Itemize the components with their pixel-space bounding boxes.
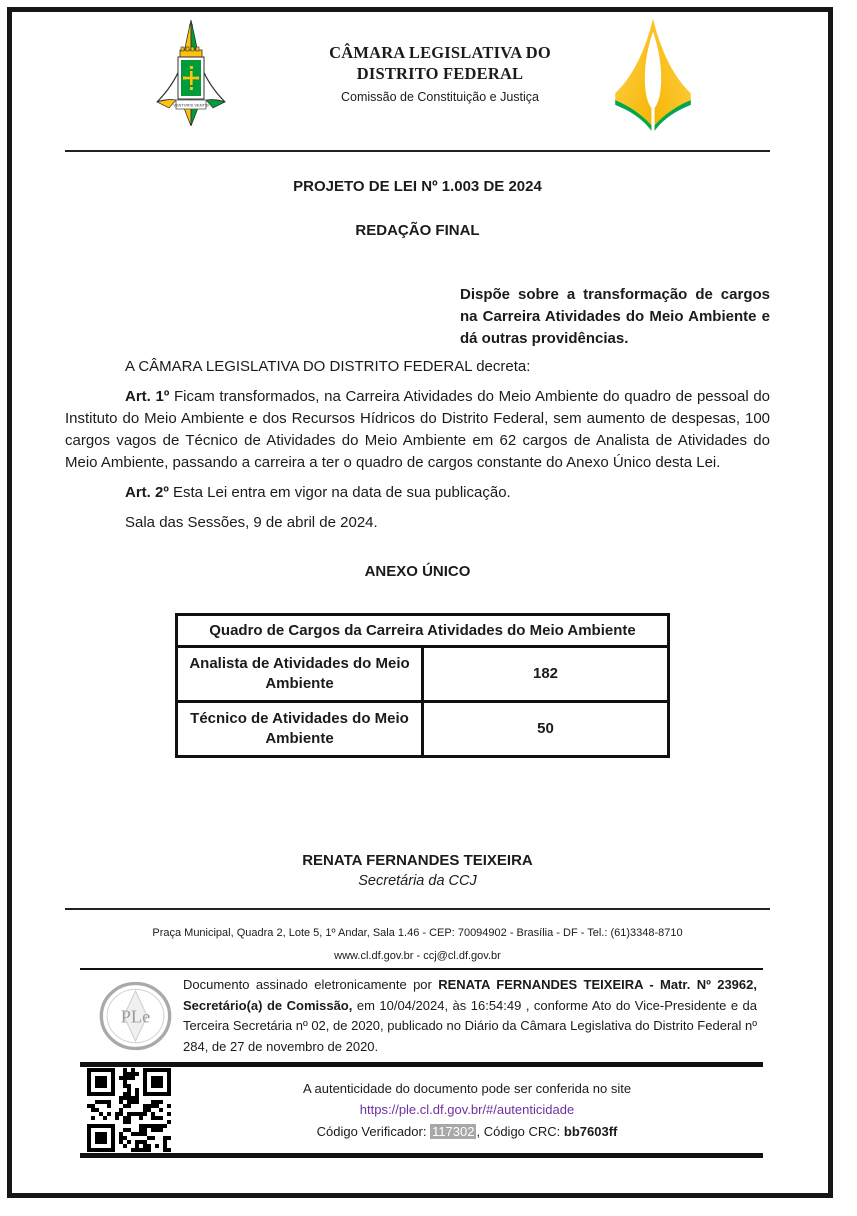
verification-block bbox=[171, 1078, 763, 1143]
document-title: PROJETO DE LEI Nº 1.003 DE 2024 bbox=[293, 178, 542, 195]
table-row bbox=[177, 647, 669, 702]
verification-row bbox=[80, 1067, 763, 1158]
brasilia-coat-of-arms-icon bbox=[153, 20, 229, 126]
crc-code-label: , Código CRC: bbox=[476, 1123, 564, 1139]
signer-role: Secretária da CCJ bbox=[358, 873, 477, 889]
article-2 bbox=[65, 482, 770, 504]
place-date: Sala das Sessões, 9 de abril de 2024. bbox=[125, 514, 378, 531]
document-sheet bbox=[7, 7, 833, 1198]
esign-suffix: em 10/04/2024, às 16:54:49 , conforme Ato do Vice-Presidente e da Terceira Secretária nº 02, de 2020, publicado no Diário da Câmara Legislativa do Distrito Federal nº 284, de 27 de novembro de 2020. bbox=[183, 997, 757, 1054]
document-subtitle: REDAÇÃO FINAL bbox=[355, 222, 480, 239]
org-name: CÂMARA LEGISLATIVA DO DISTRITO FEDERAL bbox=[329, 43, 551, 83]
annex-table-header: Quadro de Cargos da Carreira Atividades do Meio Ambiente bbox=[177, 615, 669, 647]
authenticity-note: A autenticidade do documento pode ser conferida no site bbox=[302, 1080, 632, 1096]
footer-divider bbox=[65, 908, 770, 910]
esign-prefix: Documento assinado eletronicamente por bbox=[183, 977, 439, 992]
cargo-cell: Técnico de Atividades do Meio Ambiente bbox=[177, 702, 423, 757]
signer-name: RENATA FERNANDES TEIXEIRA bbox=[302, 852, 533, 869]
arms-motto: VENTVRIS VENTIS bbox=[173, 102, 209, 108]
header-titles bbox=[270, 42, 610, 104]
esign-signer: RENATA FERNANDES TEIXEIRA - Matr. Nº 23962, Secretário(a) de Comissão, bbox=[183, 977, 757, 1013]
preamble: A CÂMARA LEGISLATIVA DO DISTRITO FEDERAL decreta: bbox=[125, 358, 531, 375]
annex-title: ANEXO ÚNICO bbox=[364, 563, 471, 580]
article-2-label: Art. 2º bbox=[125, 484, 169, 501]
annex-table bbox=[175, 613, 670, 758]
article-2-text: Esta Lei entra em vigor na data de sua publicação. bbox=[168, 484, 511, 501]
quantity-cell: 182 bbox=[423, 647, 669, 702]
article-1 bbox=[65, 386, 770, 474]
table-row bbox=[177, 702, 669, 757]
crc-code: bb7603ff bbox=[563, 1123, 618, 1139]
footer-address: Praça Municipal, Quadra 2, Lote 5, 1º Andar, Sala 1.46 - CEP: 70094902 - Brasília - DF - Tel.: (61)3348-8710 bbox=[152, 927, 683, 939]
committee-name: Comissão de Constituição e Justiça bbox=[340, 90, 539, 104]
verifier-code-label: Código Verificador: bbox=[316, 1123, 431, 1139]
ple-seal-label: PLe bbox=[120, 1006, 151, 1027]
document-header bbox=[65, 12, 770, 150]
ple-seal-icon bbox=[98, 981, 173, 1051]
cldf-logo-icon bbox=[593, 16, 713, 134]
annex-table-header-row bbox=[177, 615, 669, 647]
qr-code-icon bbox=[87, 1068, 171, 1152]
esignature-statement bbox=[183, 971, 763, 1061]
quantity-cell: 50 bbox=[423, 702, 669, 757]
article-1-text: Ficam transformados, na Carreira Atividades do Meio Ambiente do quadro de pessoal do Instituto do Meio Ambiente e dos Recursos Hídricos do Distrito Federal, sem aumento de despesas, 100 cargos vagos de Técnico de Atividades do Meio Ambiente em 62 cargos de Analista de Atividades do Meio Ambiente, passando a carreira a ter o quadro de cargos constante do Anexo Único desta Lei. bbox=[65, 388, 770, 471]
article-1-label: Art. 1º bbox=[125, 388, 170, 405]
footer-contacts: www.cl.df.gov.br - ccj@cl.df.gov.br bbox=[334, 950, 501, 962]
ementa: Dispõe sobre a transformação de cargos na Carreira Atividades do Meio Ambiente e dá outras providências. bbox=[460, 286, 770, 347]
verifier-code: 117302 bbox=[432, 1123, 475, 1139]
esignature-block bbox=[80, 968, 763, 1158]
header-divider bbox=[65, 150, 770, 152]
verification-codes bbox=[171, 1121, 763, 1143]
authenticity-link[interactable]: https://ple.cl.df.gov.br/#/autenticidade bbox=[359, 1102, 575, 1118]
esignature-row bbox=[80, 970, 763, 1062]
cargo-cell: Analista de Atividades do Meio Ambiente bbox=[177, 647, 423, 702]
